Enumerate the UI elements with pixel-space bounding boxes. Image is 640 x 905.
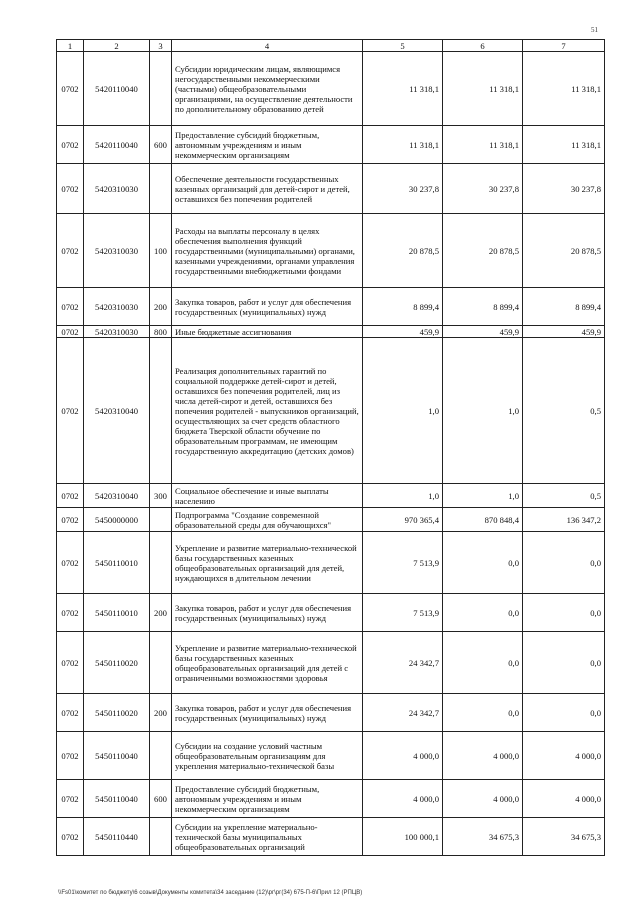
target-article-code: 5450110020 [84, 694, 150, 732]
section-code: 0702 [57, 532, 84, 594]
amount-year-1: 970 365,4 [363, 508, 443, 532]
item-name: Укрепление и развитие материально-технической базы государственных казенных общеобразовательных организаций для детей, нуждающихся в длительном лечении [172, 532, 363, 594]
amount-year-3: 11 318,1 [523, 126, 605, 164]
item-name: Субсидии на создание условий частным общеобразовательным организациям для укрепления материально-технической базы [172, 732, 363, 780]
table-row [57, 818, 605, 856]
expense-type-code [150, 732, 172, 780]
amount-year-2: 1,0 [443, 484, 523, 508]
expense-type-code [150, 338, 172, 484]
section-code: 0702 [57, 694, 84, 732]
item-name: Закупка товаров, работ и услуг для обеспечения государственных (муниципальных) нужд [172, 594, 363, 632]
section-code: 0702 [57, 484, 84, 508]
expense-type-code: 200 [150, 288, 172, 326]
amount-year-1: 24 342,7 [363, 632, 443, 694]
section-code: 0702 [57, 214, 84, 288]
amount-year-1: 8 899,4 [363, 288, 443, 326]
amount-year-1: 11 318,1 [363, 52, 443, 126]
item-name: Закупка товаров, работ и услуг для обеспечения государственных (муниципальных) нужд [172, 288, 363, 326]
section-code: 0702 [57, 818, 84, 856]
table-row [57, 126, 605, 164]
target-article-code: 5420110040 [84, 52, 150, 126]
expense-type-code [150, 52, 172, 126]
amount-year-2: 0,0 [443, 594, 523, 632]
amount-year-3: 11 318,1 [523, 52, 605, 126]
item-name: Закупка товаров, работ и услуг для обеспечения государственных (муниципальных) нужд [172, 694, 363, 732]
target-article-code: 5420310040 [84, 338, 150, 484]
table-row [57, 594, 605, 632]
expense-type-code [150, 508, 172, 532]
item-name: Субсидии на укрепление материально-технической базы муниципальных общеобразовательных организаций [172, 818, 363, 856]
target-article-code: 5420310040 [84, 484, 150, 508]
amount-year-3: 30 237,8 [523, 164, 605, 214]
expense-type-code [150, 632, 172, 694]
amount-year-2: 1,0 [443, 338, 523, 484]
amount-year-2: 0,0 [443, 532, 523, 594]
amount-year-3: 4 000,0 [523, 732, 605, 780]
item-name: Обеспечение деятельности государственных казенных организаций для детей-сирот и детей, оставшихся без попечения родителей [172, 164, 363, 214]
section-code: 0702 [57, 126, 84, 164]
amount-year-1: 11 318,1 [363, 126, 443, 164]
page-number: 51 [591, 26, 598, 34]
amount-year-2: 459,9 [443, 326, 523, 338]
amount-year-1: 30 237,8 [363, 164, 443, 214]
footer-file-path: \\Fs01\комитет по бюджету\6 созыв\Документы комитета\34 заседание (12)\рг\рг(34) 675-П-6\Прил 12 (РПЦВ) [58, 890, 363, 896]
table-row [57, 694, 605, 732]
expense-type-code: 300 [150, 484, 172, 508]
amount-year-2: 30 237,8 [443, 164, 523, 214]
item-name: Подпрограмма "Создание современной образовательной среды для обучающихся" [172, 508, 363, 532]
target-article-code: 5450110010 [84, 594, 150, 632]
section-code: 0702 [57, 52, 84, 126]
table-row [57, 532, 605, 594]
amount-year-1: 100 000,1 [363, 818, 443, 856]
column-header: 5 [363, 40, 443, 52]
table-row [57, 732, 605, 780]
amount-year-2: 0,0 [443, 632, 523, 694]
target-article-code: 5450110040 [84, 780, 150, 818]
item-name: Иные бюджетные ассигнования [172, 326, 363, 338]
amount-year-3: 0,0 [523, 694, 605, 732]
table-row [57, 780, 605, 818]
amount-year-3: 4 000,0 [523, 780, 605, 818]
column-header: 3 [150, 40, 172, 52]
amount-year-2: 4 000,0 [443, 780, 523, 818]
table-row [57, 326, 605, 338]
target-article-code: 5420310030 [84, 214, 150, 288]
section-code: 0702 [57, 780, 84, 818]
section-code: 0702 [57, 164, 84, 214]
amount-year-1: 459,9 [363, 326, 443, 338]
amount-year-1: 4 000,0 [363, 780, 443, 818]
expense-type-code [150, 164, 172, 214]
item-name: Предоставление субсидий бюджетным, автономным учреждениям и иным некоммерческим организациям [172, 780, 363, 818]
amount-year-1: 24 342,7 [363, 694, 443, 732]
amount-year-2: 8 899,4 [443, 288, 523, 326]
header-row [57, 40, 605, 52]
item-name: Реализация дополнительных гарантий по социальной поддержке детей-сирот и детей, оставшихся без попечения родителей, лиц из числа детей-сирот и детей, оставшихся без попечения родителей - выпускников организаций, осуществляющих за счет средств областного бюджета Тверской области обучение по образовательным программам, не имеющим государственную аккредитацию (детских домов) [172, 338, 363, 484]
table-row [57, 484, 605, 508]
table-row [57, 508, 605, 532]
target-article-code: 5420110040 [84, 126, 150, 164]
amount-year-3: 20 878,5 [523, 214, 605, 288]
amount-year-1: 20 878,5 [363, 214, 443, 288]
target-article-code: 5420310030 [84, 288, 150, 326]
amount-year-3: 8 899,4 [523, 288, 605, 326]
target-article-code: 5420310030 [84, 164, 150, 214]
table-row [57, 288, 605, 326]
expense-type-code: 600 [150, 126, 172, 164]
amount-year-2: 0,0 [443, 694, 523, 732]
column-header: 2 [84, 40, 150, 52]
section-code: 0702 [57, 632, 84, 694]
section-code: 0702 [57, 594, 84, 632]
item-name: Социальное обеспечение и иные выплаты населению [172, 484, 363, 508]
expense-type-code [150, 818, 172, 856]
amount-year-3: 459,9 [523, 326, 605, 338]
amount-year-2: 20 878,5 [443, 214, 523, 288]
amount-year-3: 0,5 [523, 338, 605, 484]
expense-type-code: 800 [150, 326, 172, 338]
expense-type-code: 200 [150, 694, 172, 732]
amount-year-1: 1,0 [363, 338, 443, 484]
amount-year-2: 4 000,0 [443, 732, 523, 780]
column-header: 7 [523, 40, 605, 52]
expense-type-code: 100 [150, 214, 172, 288]
target-article-code: 5450110020 [84, 632, 150, 694]
section-code: 0702 [57, 326, 84, 338]
section-code: 0702 [57, 508, 84, 532]
amount-year-3: 0,0 [523, 532, 605, 594]
amount-year-3: 0,0 [523, 632, 605, 694]
amount-year-3: 34 675,3 [523, 818, 605, 856]
target-article-code: 5450110040 [84, 732, 150, 780]
column-header: 6 [443, 40, 523, 52]
amount-year-2: 11 318,1 [443, 126, 523, 164]
target-article-code: 5450110010 [84, 532, 150, 594]
item-name: Укрепление и развитие материально-технической базы государственных казенных общеобразовательных организаций для детей с ограниченными возможностями здоровья [172, 632, 363, 694]
amount-year-1: 7 513,9 [363, 532, 443, 594]
expense-type-code: 200 [150, 594, 172, 632]
amount-year-1: 7 513,9 [363, 594, 443, 632]
amount-year-2: 870 848,4 [443, 508, 523, 532]
target-article-code: 5450110440 [84, 818, 150, 856]
item-name: Субсидии юридическим лицам, являющимся негосударственными некоммерческими (частными) общеобразовательными организациями, на осуществление деятельности по дополнительному образованию детей [172, 52, 363, 126]
amount-year-1: 4 000,0 [363, 732, 443, 780]
section-code: 0702 [57, 732, 84, 780]
expense-type-code [150, 532, 172, 594]
target-article-code: 5450000000 [84, 508, 150, 532]
table-row [57, 164, 605, 214]
column-header: 1 [57, 40, 84, 52]
table-row [57, 632, 605, 694]
expense-type-code: 600 [150, 780, 172, 818]
amount-year-3: 0,5 [523, 484, 605, 508]
amount-year-3: 136 347,2 [523, 508, 605, 532]
table-row [57, 338, 605, 484]
amount-year-1: 1,0 [363, 484, 443, 508]
section-code: 0702 [57, 338, 84, 484]
budget-table [56, 39, 605, 856]
amount-year-2: 34 675,3 [443, 818, 523, 856]
table-row [57, 52, 605, 126]
amount-year-3: 0,0 [523, 594, 605, 632]
amount-year-2: 11 318,1 [443, 52, 523, 126]
item-name: Предоставление субсидий бюджетным, автономным учреждениям и иным некоммерческим организациям [172, 126, 363, 164]
target-article-code: 5420310030 [84, 326, 150, 338]
column-header: 4 [172, 40, 363, 52]
item-name: Расходы на выплаты персоналу в целях обеспечения выполнения функций государственными (муниципальными) органами, казенными учреждениями, органами управления государственными внебюджетными фондами [172, 214, 363, 288]
table-row [57, 214, 605, 288]
section-code: 0702 [57, 288, 84, 326]
